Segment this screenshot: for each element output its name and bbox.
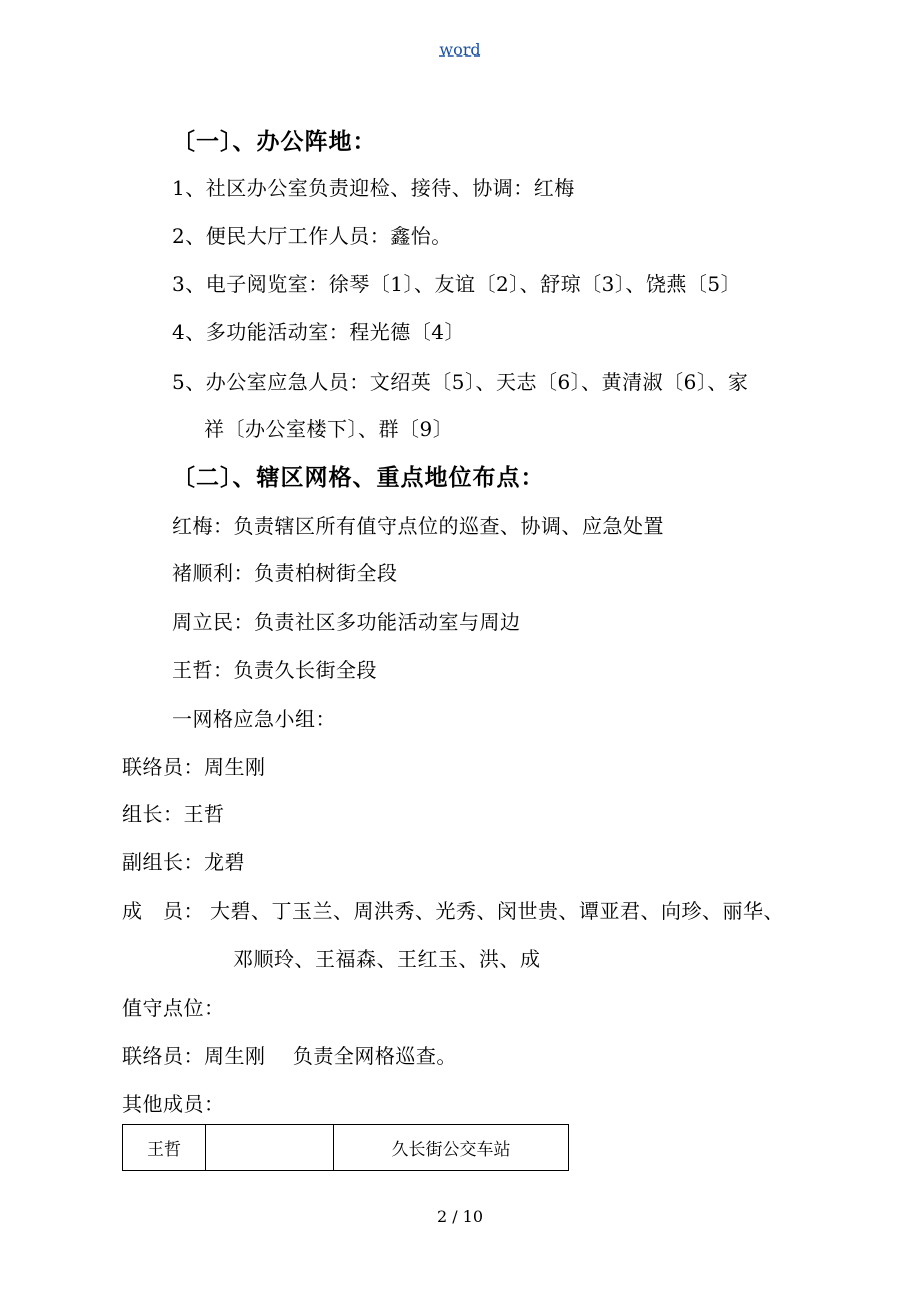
table-row (123, 1125, 569, 1171)
list-item: 4、多功能活动室：程光德〔4〕 (172, 320, 465, 344)
group-liaison: 联络员：周生刚 (122, 755, 266, 779)
posts-table (122, 1124, 569, 1171)
posts-others-label: 其他成员： (122, 1092, 225, 1116)
posts-label: 值守点位： (122, 996, 225, 1020)
list-item: 一网格应急小组： (172, 707, 336, 731)
list-item: 3、电子阅览室：徐琴〔1〕、友谊〔2〕、舒琼〔3〕、饶燕〔5〕 (172, 272, 742, 296)
header-word-link[interactable]: word (439, 40, 481, 59)
list-item: 褚顺利：负责柏树街全段 (172, 561, 398, 585)
group-members-line2: 邓顺玲、王福森、王红玉、洪、成 (233, 947, 541, 971)
group-members-label: 成 员： (122, 899, 204, 923)
list-item: 周立民：负责社区多功能活动室与周边 (172, 610, 521, 634)
page-number: 2 / 10 (436, 1207, 484, 1226)
table-cell-location: 久长街公交车站 (334, 1125, 569, 1171)
group-members-line1: 大碧、丁玉兰、周洪秀、光秀、闵世贵、谭亚君、向珍、丽华、 (210, 899, 784, 923)
table-cell-empty (206, 1125, 334, 1171)
posts-liaison-line: 联络员：周生刚 负责全网格巡查。 (122, 1044, 457, 1068)
table-cell-name: 王哲 (123, 1125, 206, 1171)
list-item-continuation: 祥〔办公室楼下〕、群〔9〕 (204, 417, 454, 441)
list-item: 2、便民大厅工作人员：鑫怡。 (172, 224, 452, 248)
group-leader: 组长：王哲 (122, 802, 225, 826)
section-heading-2: 〔二〕、辖区网格、重点地位布点： (172, 464, 545, 491)
group-deputy: 副组长：龙碧 (122, 850, 245, 874)
list-item: 王哲：负责久长街全段 (172, 658, 377, 682)
list-item: 5、办公室应急人员：文绍英〔5〕、天志〔6〕、黄清淑〔6〕、家 (172, 370, 749, 394)
section-heading-1: 〔一〕、办公阵地： (172, 128, 377, 155)
list-item: 1、社区办公室负责迎检、接待、协调：红梅 (172, 176, 575, 200)
list-item: 红梅：负责辖区所有值守点位的巡查、协调、应急处置 (172, 514, 664, 538)
